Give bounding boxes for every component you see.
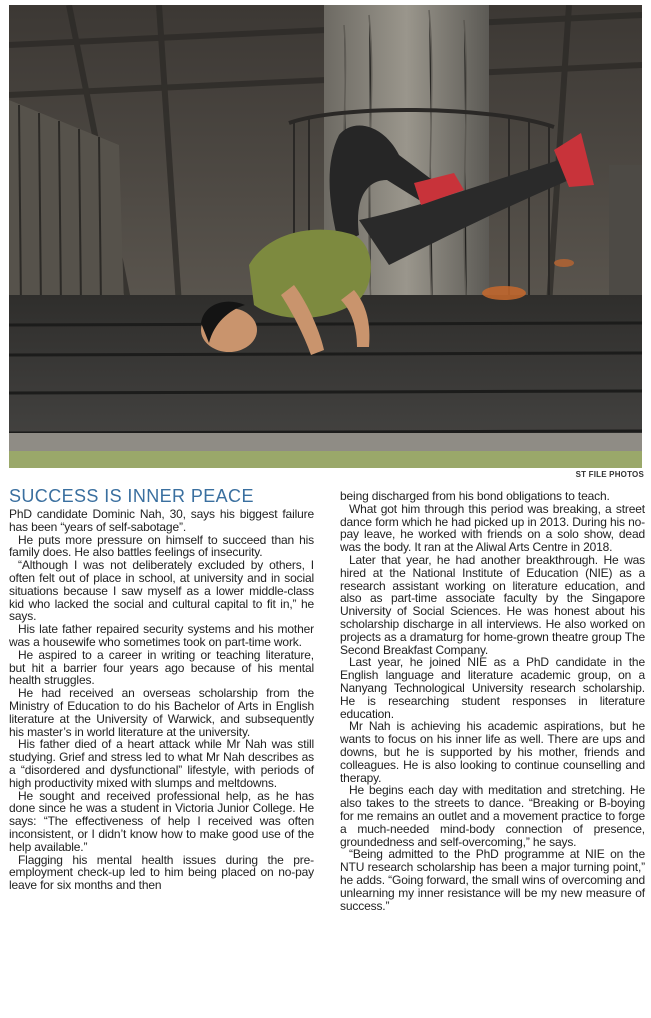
paragraph: being discharged from his bond obligations to teach. [340, 489, 610, 503]
paragraph: He aspired to a career in writing or teaching literature, but hit a barrier four years ago because of his mental health struggles. [9, 647, 314, 688]
article-photo [9, 5, 642, 468]
paragraph: Mr Nah is achieving his academic aspirations, but he wants to focus on his inner life as well. There are ups and downs, but he is supported by his mother, friends and colleagues. He is also looking to continue counselling and therapy. [340, 719, 645, 785]
paragraph: “Although I was not deliberately excluded by others, I often felt out of place in school, at university and in social situations because I saw myself as a lower middle-class kid who lacked the social and cultural capital to fit in,” he says. [9, 558, 314, 624]
paragraph: His late father repaired security systems and his mother was a housewife who sometimes took on part-time work. [9, 622, 314, 649]
paragraph: Later that year, he had another breakthrough. He was hired at the National Institute of Education (NIE) as a research assistant working on literature education, and also as part-time associate faculty by the Singapore University of Social Sciences. He was honest about his scholarship discharge in all interviews. He also worked on projects as a dramaturg for home-grown theatre group The Second Breakfast Company. [340, 552, 645, 657]
paragraph: He puts more pressure on himself to succeed than his family does. He also battles feelings of insecurity. [9, 532, 314, 560]
paragraph: Last year, he joined NIE as a PhD candidate in the English language and literature academic group, on a Nanyang Technological University research scholarship. He is researching student responses in literature education. [340, 655, 645, 721]
paragraph: What got him through this period was breaking, a street dance form which he had picked up in 2013. During his no-pay leave, he worked with friends on a solo show, dead was the body. It ran at the Aliwal Arts Centre in 2018. [340, 501, 645, 555]
paragraph: He begins each day with meditation and stretching. He also takes to the streets to dance. “Breaking or B-boying for me remains an outlet and a movement practice to forge a much-needed mind-body connection of presence, groundedness and self-overcoming,” he says. [340, 783, 645, 849]
paragraph: Flagging his mental health issues during the pre-employment check-up led to him being placed on no-pay leave for six months and then [9, 852, 314, 893]
paragraph: PhD candidate Dominic Nah, 30, says his biggest failure has been “years of self-sabotage”. [9, 507, 314, 534]
paragraph: “Being admitted to the PhD programme at NIE on the NTU research scholarship has been a major turning point,” he adds. “Going forward, the small wins of overcoming and unlearning my inner resistance will be my new measure of success.” [340, 847, 645, 913]
paragraph: He had received an overseas scholarship from the Ministry of Education to do his Bachelor of Arts in English literature at the University of Warwick, and subsequently his master’s in world literature at the university. [9, 686, 314, 739]
article-column-right [340, 490, 645, 912]
breakdancer-photo [9, 5, 642, 468]
paragraph: His father died of a heart attack while Mr Nah was still studying. Grief and stress led to what Mr Nah describes as a “disordered and dysfunctional” lifestyle, with periods of high productivity mixed with slumps and meltdowns. [9, 737, 314, 790]
article-headline: SUCCESS IS INNER PEACE [9, 486, 254, 506]
article-column-left [9, 508, 314, 892]
paragraph: He sought and received professional help, as he has done since he was a student in Victoria Junior College. He says: “The effectiveness of help I received was often inconsistent, or I didn’t know how to make good use of the help available.” [9, 788, 314, 854]
photo-credit: ST FILE PHOTOS [575, 470, 644, 479]
